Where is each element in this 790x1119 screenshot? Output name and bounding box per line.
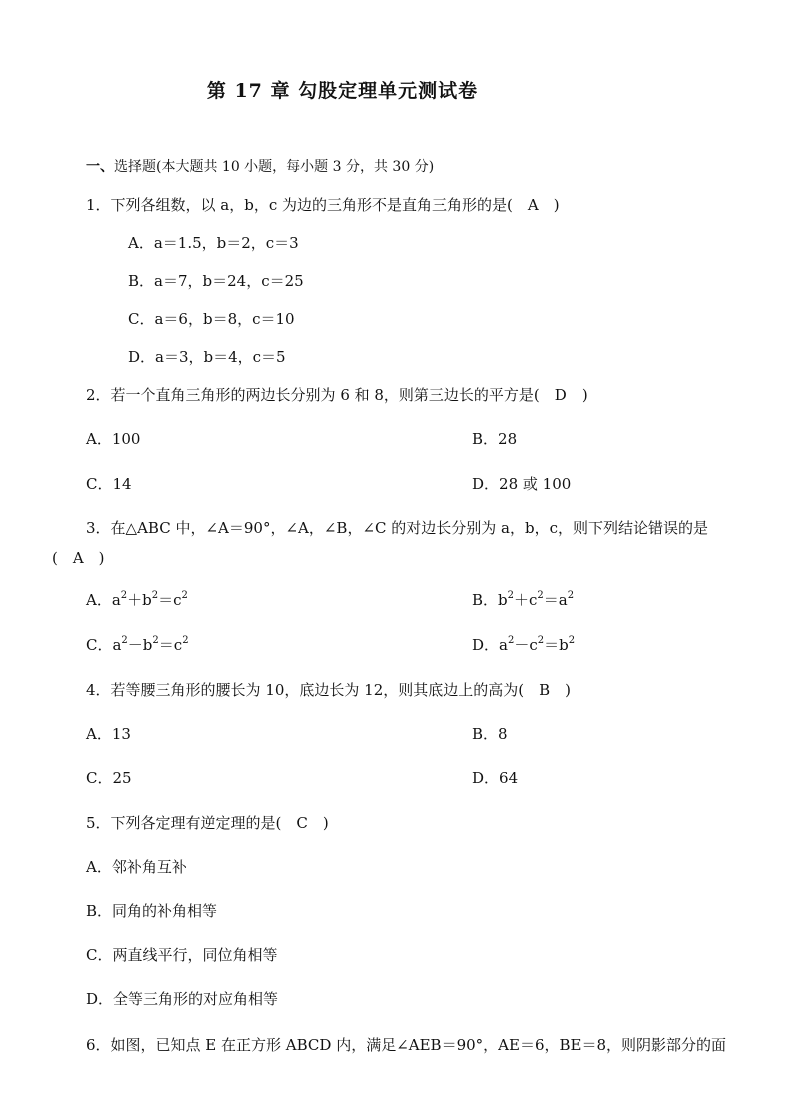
section-heading bbox=[86, 157, 434, 177]
question-5-option-d: D．全等三角形的对应角相等 bbox=[86, 990, 279, 1008]
question-4-option-d: D．64 bbox=[472, 769, 519, 787]
question-1-option-d: D．a＝3，b＝4，c＝5 bbox=[128, 348, 286, 366]
question-2-option-b: B．28 bbox=[472, 430, 518, 448]
question-1-stem: 1．下列各组数，以 a，b，c 为边的三角形不是直角三角形的是( A ) bbox=[86, 196, 560, 214]
question-3-stem: 3．在△ABC 中，∠A＝90°，∠A，∠B，∠C 的对边长分别为 a，b，c，则下列结论错误的是 bbox=[86, 519, 708, 537]
exam-title: 第 17 章 勾股定理单元测试卷 bbox=[206, 80, 479, 102]
question-3-option-a: A．$a^2+b^2=c^2$ bbox=[86, 590, 188, 609]
question-5-stem: 5．下列各定理有逆定理的是( C ) bbox=[86, 814, 329, 832]
question-2-option-a: A．100 bbox=[86, 430, 141, 448]
section-instructions: 选择题(本大题共 10 小题，每小题 3 分，共 30 分) bbox=[114, 159, 435, 175]
question-3-option-d: D．$a^2-c^2=b^2$ bbox=[472, 635, 576, 654]
question-1-option-a: A．a＝1.5，b＝2，c＝3 bbox=[128, 234, 299, 252]
question-5-option-b: B．同角的补角相等 bbox=[86, 902, 218, 920]
question-4-option-a: A．13 bbox=[86, 725, 131, 743]
question-3-stem-continued: ( A ) bbox=[52, 549, 105, 567]
section-number: 一、 bbox=[86, 159, 114, 175]
question-3-option-c: C．$a^2-b^2=c^2$ bbox=[86, 635, 189, 654]
question-4-stem: 4．若等腰三角形的腰长为 10，底边长为 12，则其底边上的高为( B ) bbox=[86, 681, 571, 699]
question-2-stem: 2．若一个直角三角形的两边长分别为 6 和 8，则第三边长的平方是( D ) bbox=[86, 386, 588, 404]
question-4-option-b: B．8 bbox=[472, 725, 508, 743]
question-5-option-c: C．两直线平行，同位角相等 bbox=[86, 946, 278, 964]
question-1-option-c: C．a＝6，b＝8，c＝10 bbox=[128, 310, 295, 328]
question-3-option-b: B．$b^2+c^2=a^2$ bbox=[472, 590, 575, 609]
question-4-option-c: C．25 bbox=[86, 769, 132, 787]
question-5-option-a: A．邻补角互补 bbox=[86, 858, 187, 876]
question-1-option-b: B．a＝7，b＝24，c＝25 bbox=[128, 272, 304, 290]
question-2-option-c: C．14 bbox=[86, 475, 132, 493]
question-6-stem: 6．如图，已知点 E 在正方形 ABCD 内，满足∠AEB＝90°，AE＝6，BE＝8，则阴影部分的面 bbox=[86, 1036, 727, 1054]
question-2-option-d: D．28 或 100 bbox=[472, 475, 572, 493]
